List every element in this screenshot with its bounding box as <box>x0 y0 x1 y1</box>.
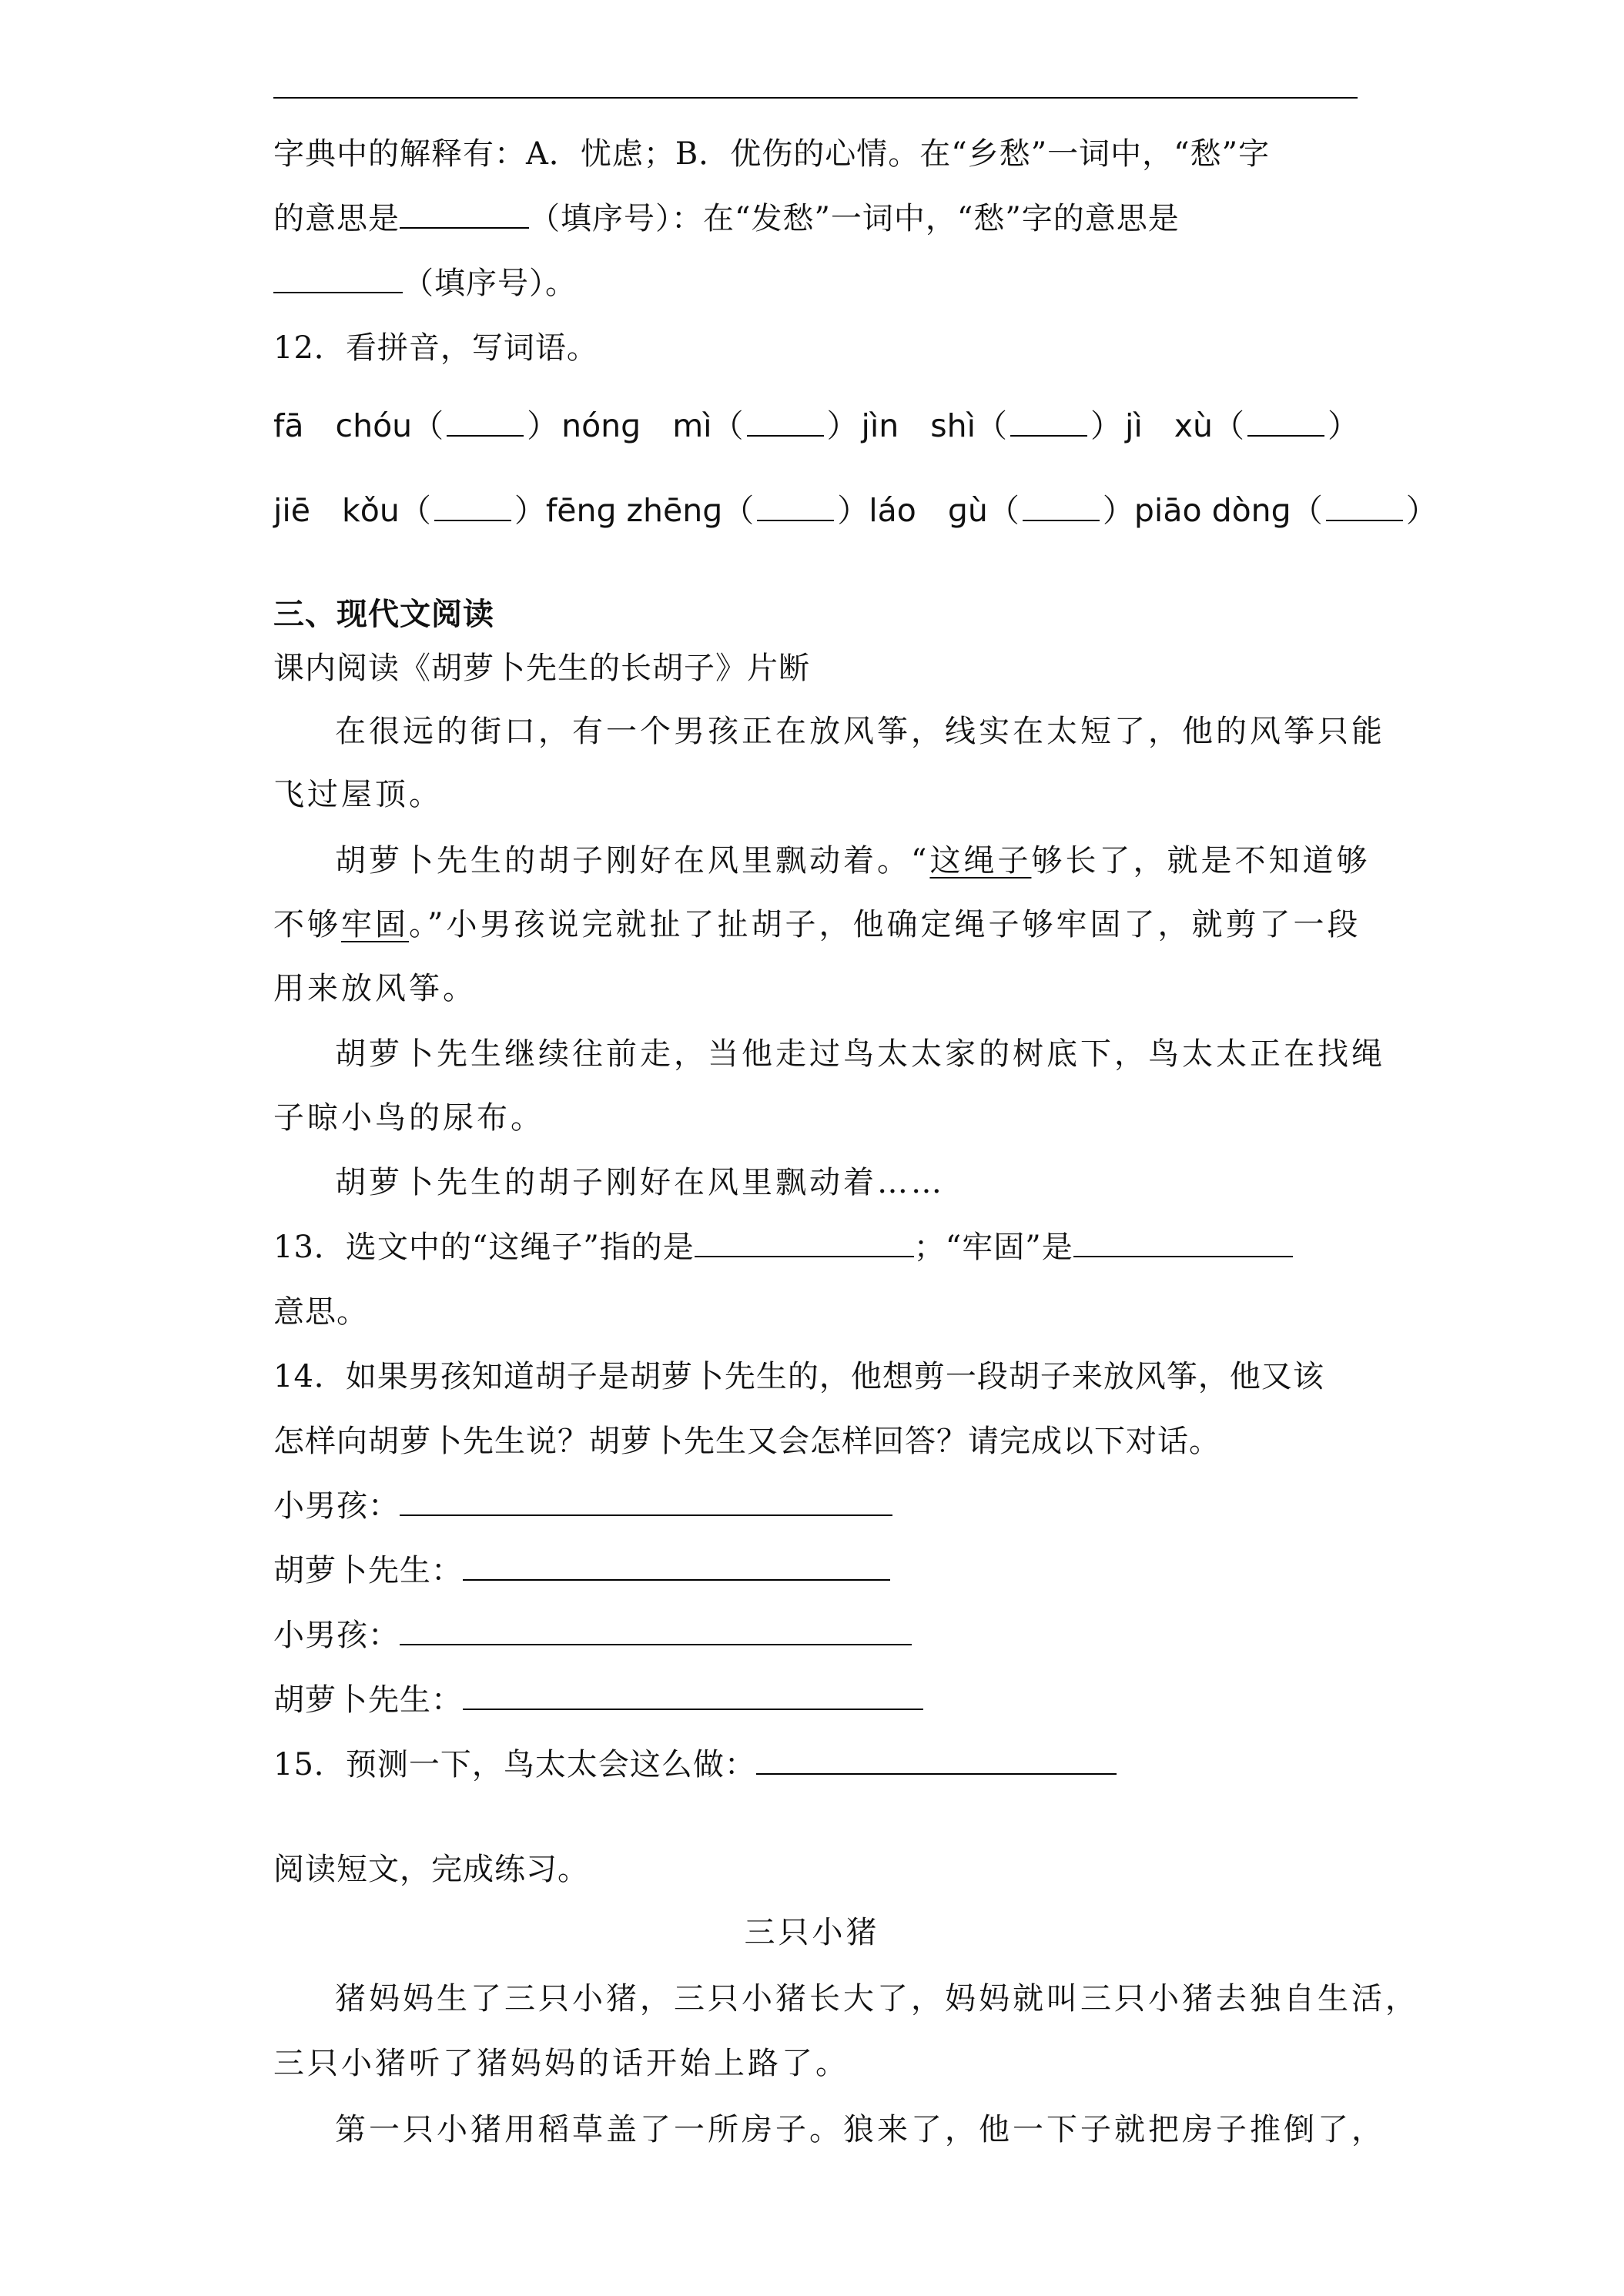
passage-1-p3-line-1 <box>335 1033 1385 1076</box>
paren-close: ） <box>1327 407 1359 444</box>
passage-2-p1-line-2 <box>273 2042 849 2085</box>
q14-text-2: 怎样向胡萝卜先生说？胡萝卜先生又会怎样回答？请完成以下对话。 <box>273 1424 1221 1459</box>
q13-answer-blank-2[interactable] <box>1073 1230 1293 1257</box>
passage-text: 三只小猪听了猪妈妈的话开始上路了。 <box>273 2046 849 2081</box>
passage-text: 胡萝卜先生继续往前走，当他走过鸟太太家的树底下，鸟太太正在找绳 <box>335 1036 1385 1072</box>
pinyin-answer-blank[interactable] <box>1023 492 1100 521</box>
pinyin-item <box>1125 403 1359 449</box>
passage-text: 在很远的街口，有一个男孩正在放风筝，线实在太短了，他的风筝只能 <box>335 714 1385 749</box>
paren-open: （ <box>1291 492 1323 529</box>
pinyin-item <box>869 487 1134 534</box>
paren-close: ） <box>1090 407 1122 444</box>
pinyin-item <box>546 487 869 534</box>
pinyin-answer-blank[interactable] <box>1010 407 1087 437</box>
paren-close: ） <box>826 407 859 444</box>
passage-2-p1-line-1 <box>335 1977 1419 2020</box>
paren-close: ） <box>514 492 546 529</box>
speaker-label-boy: 小男孩： <box>273 1618 400 1653</box>
passage-1-p3-line-2 <box>273 1096 544 1140</box>
passage-1-p2-line-2 <box>273 903 1361 946</box>
paren-open: （ <box>712 407 744 444</box>
q13-line-1 <box>273 1226 1293 1269</box>
pinyin-item <box>273 403 558 449</box>
passage-1-p1-line-1 <box>335 710 1385 753</box>
q11-answer-blank-2[interactable] <box>273 266 403 293</box>
q14-dialogue-carrot-1 <box>273 1549 890 1592</box>
q11-text-2b: （填序号）：在“发愁”一词中，“愁”字的意思是 <box>529 201 1180 236</box>
q14-line-1 <box>273 1355 1324 1398</box>
pinyin-row-1 <box>273 403 1359 449</box>
pinyin-text: fēnɡ zhēnɡ <box>545 492 723 529</box>
q13-text-2: ；“牢固”是 <box>913 1230 1073 1265</box>
passage-2-title-text: 三只小猪 <box>744 1915 880 1950</box>
pinyin-answer-blank[interactable] <box>757 492 834 521</box>
passage-2-intro <box>273 1848 589 1891</box>
passage-1-p2-line-3 <box>273 967 477 1010</box>
pinyin-text: jìn shì <box>861 407 976 444</box>
q13-text-1: 13．选文中的“这绳子”指的是 <box>273 1230 695 1265</box>
section-3-title-text: 三、现代文阅读 <box>273 596 494 632</box>
passage-text: 飞过屋顶。 <box>273 777 443 812</box>
pinyin-answer-blank[interactable] <box>1326 492 1403 521</box>
q11-line-2 <box>273 197 1180 240</box>
passage-1-intro <box>273 647 810 690</box>
paren-close: ） <box>1405 492 1438 529</box>
q12-stem-text: 12．看拼音，写词语。 <box>273 330 598 366</box>
dialogue-answer-blank[interactable] <box>463 1682 923 1710</box>
q15-answer-blank[interactable] <box>756 1747 1117 1775</box>
q13-line-2 <box>273 1290 368 1334</box>
paren-open: （ <box>722 492 755 529</box>
paren-close: ） <box>1102 492 1134 529</box>
passage-text: 不够 <box>273 907 341 942</box>
underlined-phrase-rope: 这绳子 <box>929 843 1032 879</box>
pinyin-item <box>273 487 546 534</box>
paren-open: （ <box>399 492 431 529</box>
passage-1-p4 <box>335 1161 945 1204</box>
q11-line-1 <box>273 132 1270 176</box>
pinyin-item <box>561 403 858 449</box>
passage-text: 。”小男孩说完就扯了扯胡子，他确定绳子够牢固了，就剪了一段 <box>409 907 1361 942</box>
passage-2-intro-text: 阅读短文，完成练习。 <box>273 1852 589 1887</box>
pinyin-answer-blank[interactable] <box>1247 407 1324 437</box>
paren-open: （ <box>412 407 444 444</box>
q14-dialogue-boy-1 <box>273 1484 892 1528</box>
passage-1-p1-line-2 <box>273 773 443 816</box>
paren-open: （ <box>976 407 1007 444</box>
paren-close: ） <box>527 407 559 444</box>
speaker-label-boy: 小男孩： <box>273 1488 400 1524</box>
passage-1-intro-text: 课内阅读《胡萝卜先生的长胡子》片断 <box>273 651 810 686</box>
pinyin-text: jiē kǒu <box>273 492 400 529</box>
passage-2-p2-line-1 <box>335 2108 1385 2151</box>
pinyin-text: piāo dònɡ <box>1133 492 1291 529</box>
pinyin-text: jì xù <box>1124 407 1213 444</box>
q14-dialogue-carrot-2 <box>273 1678 923 1722</box>
paren-open: （ <box>987 492 1020 529</box>
q11-text-1: 字典中的解释有：A．忧虑；B．优伤的心情。在“乡愁”一词中，“愁”字 <box>273 136 1271 172</box>
section-3-title <box>273 593 494 636</box>
paren-open: （ <box>1212 407 1244 444</box>
passage-text: 胡萝卜先生的胡子刚好在风里飘动着。“ <box>335 843 930 879</box>
underlined-phrase-firm: 牢固 <box>341 907 409 942</box>
dialogue-answer-blank[interactable] <box>400 1488 892 1516</box>
q14-text-1: 14．如果男孩知道胡子是胡萝卜先生的，他想剪一段胡子来放风筝，他又该 <box>273 1359 1324 1394</box>
pinyin-answer-blank[interactable] <box>747 407 824 437</box>
pinyin-item <box>861 403 1122 449</box>
q14-dialogue-boy-2 <box>273 1614 912 1657</box>
q15-line <box>273 1743 1117 1786</box>
pinyin-item <box>1134 487 1438 534</box>
q11-line-3 <box>273 262 577 305</box>
q14-line-2 <box>273 1420 1221 1463</box>
q11-answer-blank-1[interactable] <box>400 201 529 229</box>
q12-stem <box>273 326 598 370</box>
passage-text: 用来放风筝。 <box>273 971 477 1006</box>
speaker-label-carrot: 胡萝卜先生： <box>273 1553 463 1588</box>
top-rule <box>273 97 1358 99</box>
pinyin-text: fā chóu <box>273 407 413 444</box>
pinyin-row-2 <box>273 487 1438 534</box>
q11-text-2a: 的意思是 <box>273 201 400 236</box>
passage-text: 胡萝卜先生的胡子刚好在风里飘动着…… <box>335 1165 945 1200</box>
pinyin-answer-blank[interactable] <box>434 492 511 521</box>
q13-answer-blank-1[interactable] <box>695 1230 914 1257</box>
q15-text: 15．预测一下，鸟太太会这么做： <box>273 1747 756 1782</box>
q13-text-3: 意思。 <box>273 1294 368 1330</box>
passage-text: 第一只小猪用稻草盖了一所房子。狼来了，他一下子就把房子推倒了， <box>335 2112 1385 2147</box>
passage-text: 猪妈妈生了三只小猪，三只小猪长大了，妈妈就叫三只小猪去独自生活， <box>335 1981 1419 2017</box>
q11-text-3: （填序号）。 <box>403 266 577 301</box>
pinyin-text: láo ɡù <box>869 492 988 529</box>
passage-1-p2-line-1 <box>335 839 1370 882</box>
passage-2-title <box>0 1911 1624 1954</box>
pinyin-answer-blank[interactable] <box>447 407 524 437</box>
paren-close: ） <box>837 492 869 529</box>
pinyin-text: nónɡ mì <box>561 407 712 444</box>
dialogue-answer-blank[interactable] <box>463 1553 890 1581</box>
dialogue-answer-blank[interactable] <box>400 1618 912 1645</box>
passage-text: 子晾小鸟的尿布。 <box>273 1100 544 1136</box>
passage-text: 够长了，就是不知道够 <box>1031 843 1371 879</box>
speaker-label-carrot: 胡萝卜先生： <box>273 1682 463 1718</box>
